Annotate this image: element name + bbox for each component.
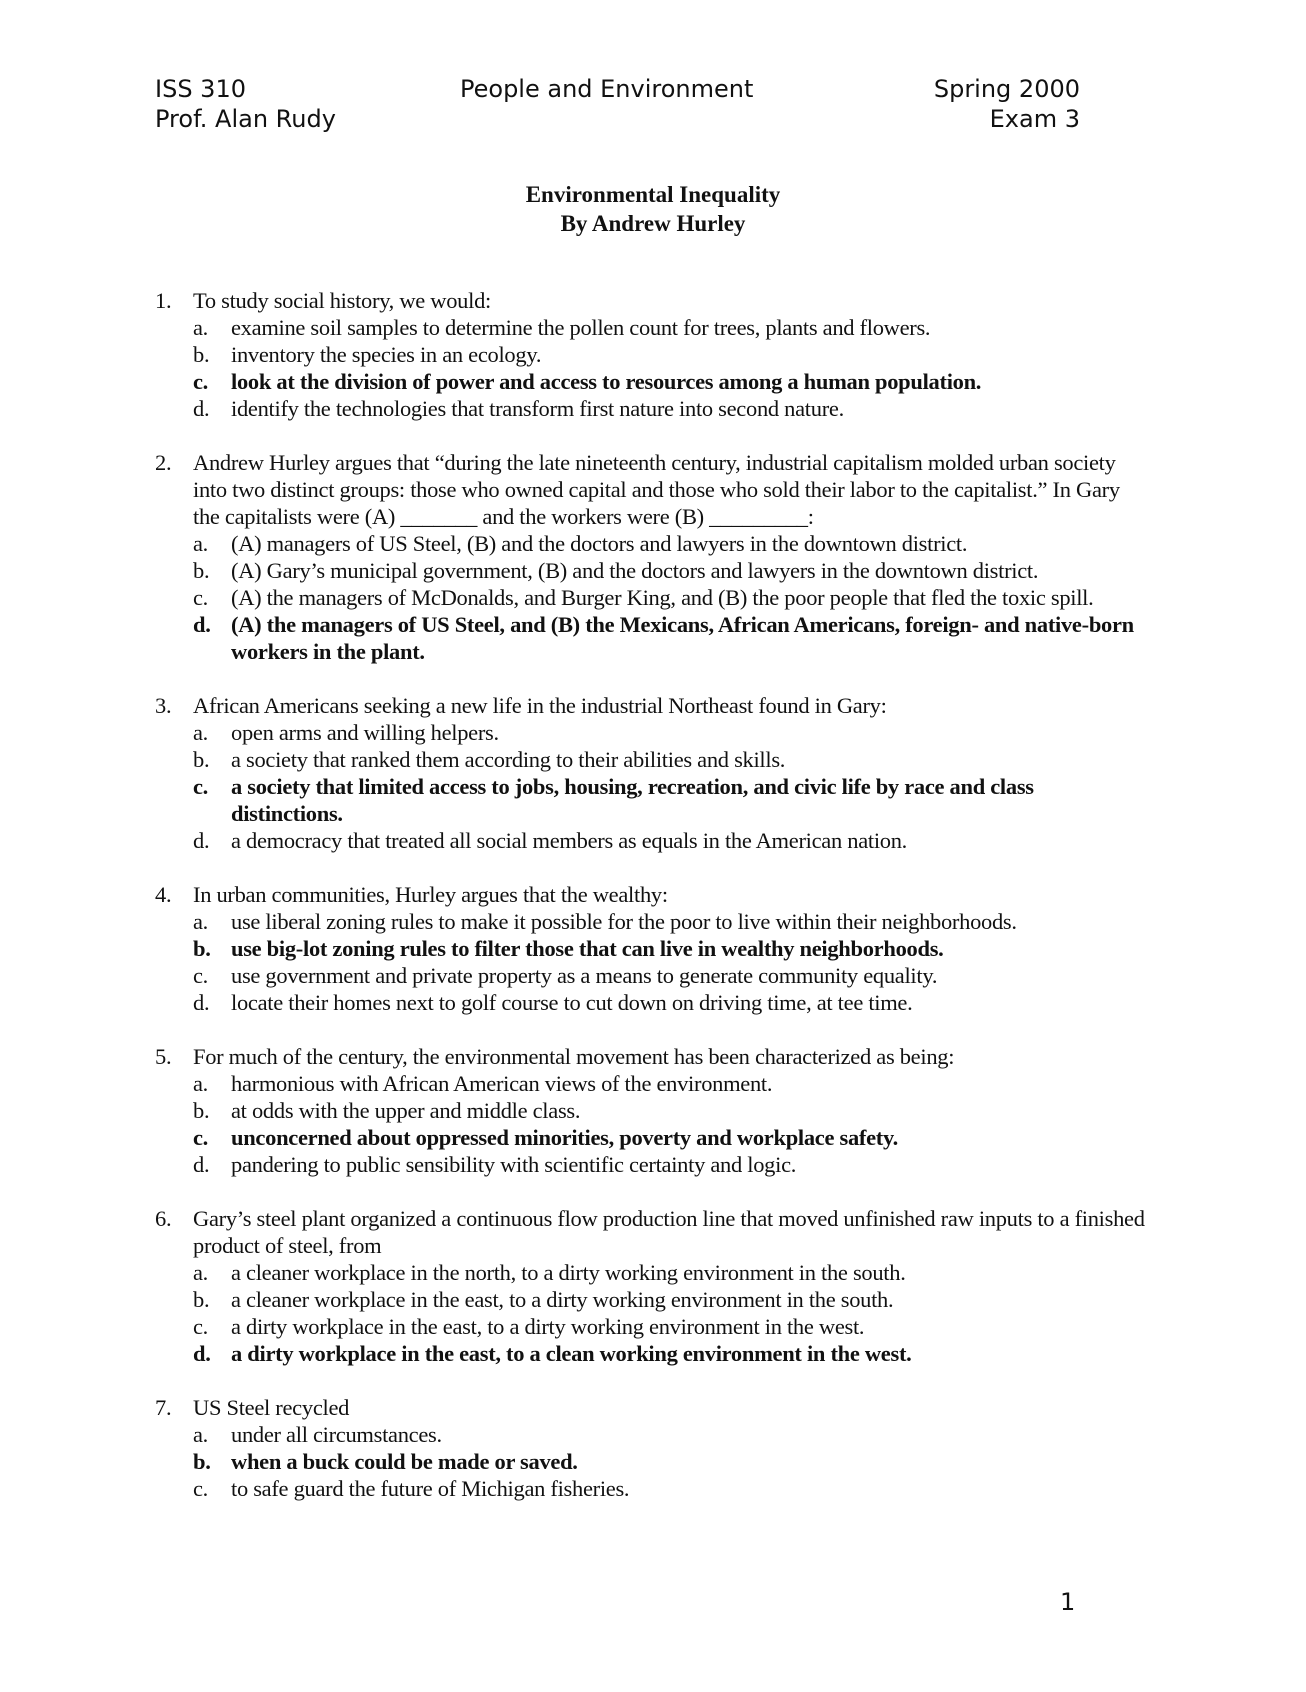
answer-options	[155, 908, 1145, 1016]
option-letter: a.	[193, 1260, 209, 1285]
question-text: To study social history, we would:	[193, 288, 491, 313]
answer-option-correct	[155, 368, 1145, 395]
question-stem	[155, 287, 1145, 314]
question-list	[155, 287, 1145, 1529]
option-text: use government and private property as a means to generate community equality.	[231, 963, 938, 988]
answer-option	[155, 908, 1145, 935]
option-text: unconcerned about oppressed minorities, poverty and workplace safety.	[231, 1125, 899, 1150]
option-text: (A) Gary’s municipal government, (B) and the doctors and lawyers in the downtown district.	[231, 558, 1039, 583]
title-byline: By Andrew Hurley	[560, 211, 746, 236]
document-title	[0, 180, 1306, 238]
question-stem	[155, 449, 1145, 530]
option-text: look at the division of power and access to resources among a human population.	[231, 369, 982, 394]
option-text: a society that ranked them according to their abilities and skills.	[231, 747, 786, 772]
option-text: when a buck could be made or saved.	[231, 1449, 578, 1474]
option-text: a democracy that treated all social members as equals in the American nation.	[231, 828, 908, 853]
course-title: People and Environment	[460, 75, 754, 103]
answer-option	[155, 1097, 1145, 1124]
option-letter: a.	[193, 720, 209, 745]
question-text: For much of the century, the environmental movement has been characterized as being:	[193, 1044, 955, 1069]
answer-option	[155, 584, 1145, 611]
option-letter: b.	[193, 1098, 210, 1123]
question-text: African Americans seeking a new life in the industrial Northeast found in Gary:	[193, 693, 887, 718]
answer-option	[155, 1259, 1145, 1286]
option-letter: c.	[193, 369, 209, 394]
answer-option	[155, 1151, 1145, 1178]
answer-option	[155, 557, 1145, 584]
question-number: 2.	[155, 450, 172, 475]
header-right	[934, 74, 1080, 134]
question-item	[155, 692, 1145, 854]
answer-options	[155, 530, 1145, 665]
question-number: 1.	[155, 288, 172, 313]
question-text: In urban communities, Hurley argues that the wealthy:	[193, 882, 668, 907]
option-letter: d.	[193, 612, 211, 637]
option-text: a cleaner workplace in the north, to a dirty working environment in the south.	[231, 1260, 906, 1285]
option-letter: a.	[193, 909, 209, 934]
option-letter: c.	[193, 585, 209, 610]
option-letter: c.	[193, 963, 209, 988]
option-text: a society that limited access to jobs, housing, recreation, and civic life by race and class distinctions.	[231, 774, 1034, 826]
answer-options	[155, 314, 1145, 422]
question-item	[155, 449, 1145, 665]
title-main: Environmental Inequality	[525, 182, 781, 207]
option-letter: a.	[193, 315, 209, 340]
question-stem	[155, 1043, 1145, 1070]
option-letter: b.	[193, 747, 210, 772]
option-text: pandering to public sensibility with scientific certainty and logic.	[231, 1152, 797, 1177]
question-item	[155, 1043, 1145, 1178]
answer-option-correct	[155, 1124, 1145, 1151]
question-item	[155, 287, 1145, 422]
option-text: (A) the managers of McDonalds, and Burger King, and (B) the poor people that fled the toxic spill.	[231, 585, 1094, 610]
answer-options	[155, 1421, 1145, 1502]
answer-option	[155, 719, 1145, 746]
answer-options	[155, 1259, 1145, 1367]
option-letter: d.	[193, 990, 210, 1015]
answer-option-correct	[155, 1340, 1145, 1367]
option-text: identify the technologies that transform first nature into second nature.	[231, 396, 844, 421]
professor-name: Prof. Alan Rudy	[155, 105, 336, 133]
option-text: (A) the managers of US Steel, and (B) the Mexicans, African Americans, foreign- and native-born workers in the plant.	[231, 612, 1134, 664]
answer-option	[155, 314, 1145, 341]
answer-option-correct	[155, 773, 1145, 827]
question-text: Andrew Hurley argues that “during the late nineteenth century, industrial capitalism molded urban society into two distinct groups: those who owned capital and those who sold their labor to the capitalist.” In Gary the capitalists were (A) _______ and the workers were (B) _________:	[193, 450, 1120, 529]
question-number: 6.	[155, 1206, 172, 1231]
answer-option	[155, 395, 1145, 422]
option-text: inventory the species in an ecology.	[231, 342, 542, 367]
question-number: 4.	[155, 882, 172, 907]
answer-option	[155, 1286, 1145, 1313]
option-letter: d.	[193, 828, 210, 853]
option-letter: a.	[193, 1071, 209, 1096]
exam-label: Exam 3	[989, 105, 1080, 133]
option-letter: b.	[193, 1449, 211, 1474]
question-stem	[155, 1394, 1145, 1421]
page-number: 1	[1060, 1588, 1076, 1616]
answer-options	[155, 719, 1145, 854]
option-letter: d.	[193, 1341, 211, 1366]
option-letter: b.	[193, 936, 211, 961]
question-number: 5.	[155, 1044, 172, 1069]
question-stem	[155, 1205, 1145, 1259]
option-letter: b.	[193, 1287, 210, 1312]
option-text: (A) managers of US Steel, (B) and the doctors and lawyers in the downtown district.	[231, 531, 968, 556]
option-text: use liberal zoning rules to make it possible for the poor to live within their neighborhoods.	[231, 909, 1017, 934]
answer-option	[155, 989, 1145, 1016]
term: Spring 2000	[933, 75, 1080, 103]
answer-option-correct	[155, 611, 1145, 665]
question-item	[155, 1205, 1145, 1367]
question-item	[155, 881, 1145, 1016]
answer-option-correct	[155, 1448, 1145, 1475]
option-text: open arms and willing helpers.	[231, 720, 499, 745]
answer-option	[155, 1070, 1145, 1097]
option-letter: c.	[193, 774, 209, 799]
header-center	[460, 74, 753, 104]
question-stem	[155, 881, 1145, 908]
option-text: locate their homes next to golf course to cut down on driving time, at tee time.	[231, 990, 913, 1015]
question-item	[155, 1394, 1145, 1502]
answer-option-correct	[155, 935, 1145, 962]
option-text: a dirty workplace in the east, to a dirty working environment in the west.	[231, 1314, 865, 1339]
question-number: 3.	[155, 693, 172, 718]
option-text: use big-lot zoning rules to filter those that can live in wealthy neighborhoods.	[231, 936, 944, 961]
answer-options	[155, 1070, 1145, 1178]
option-letter: c.	[193, 1125, 209, 1150]
course-code: ISS 310	[155, 75, 246, 103]
question-stem	[155, 692, 1145, 719]
answer-option	[155, 962, 1145, 989]
option-letter: c.	[193, 1476, 209, 1501]
option-text: to safe guard the future of Michigan fisheries.	[231, 1476, 630, 1501]
option-letter: a.	[193, 1422, 209, 1447]
answer-option	[155, 827, 1145, 854]
option-letter: b.	[193, 558, 210, 583]
option-text: examine soil samples to determine the pollen count for trees, plants and flowers.	[231, 315, 931, 340]
option-text: at odds with the upper and middle class.	[231, 1098, 581, 1123]
option-letter: d.	[193, 396, 210, 421]
answer-option	[155, 341, 1145, 368]
option-letter: d.	[193, 1152, 210, 1177]
option-letter: b.	[193, 342, 210, 367]
answer-option	[155, 746, 1145, 773]
option-text: a cleaner workplace in the east, to a dirty working environment in the south.	[231, 1287, 894, 1312]
option-text: harmonious with African American views of the environment.	[231, 1071, 773, 1096]
question-text: US Steel recycled	[193, 1395, 350, 1420]
answer-option	[155, 530, 1145, 557]
option-text: under all circumstances.	[231, 1422, 442, 1447]
answer-option	[155, 1475, 1145, 1502]
option-text: a dirty workplace in the east, to a clean working environment in the west.	[231, 1341, 912, 1366]
question-text: Gary’s steel plant organized a continuous flow production line that moved unfinished raw inputs to a finished product of steel, from	[193, 1206, 1145, 1258]
header-left	[155, 74, 336, 134]
answer-option	[155, 1421, 1145, 1448]
answer-option	[155, 1313, 1145, 1340]
option-letter: a.	[193, 531, 209, 556]
question-number: 7.	[155, 1395, 172, 1420]
option-letter: c.	[193, 1314, 209, 1339]
